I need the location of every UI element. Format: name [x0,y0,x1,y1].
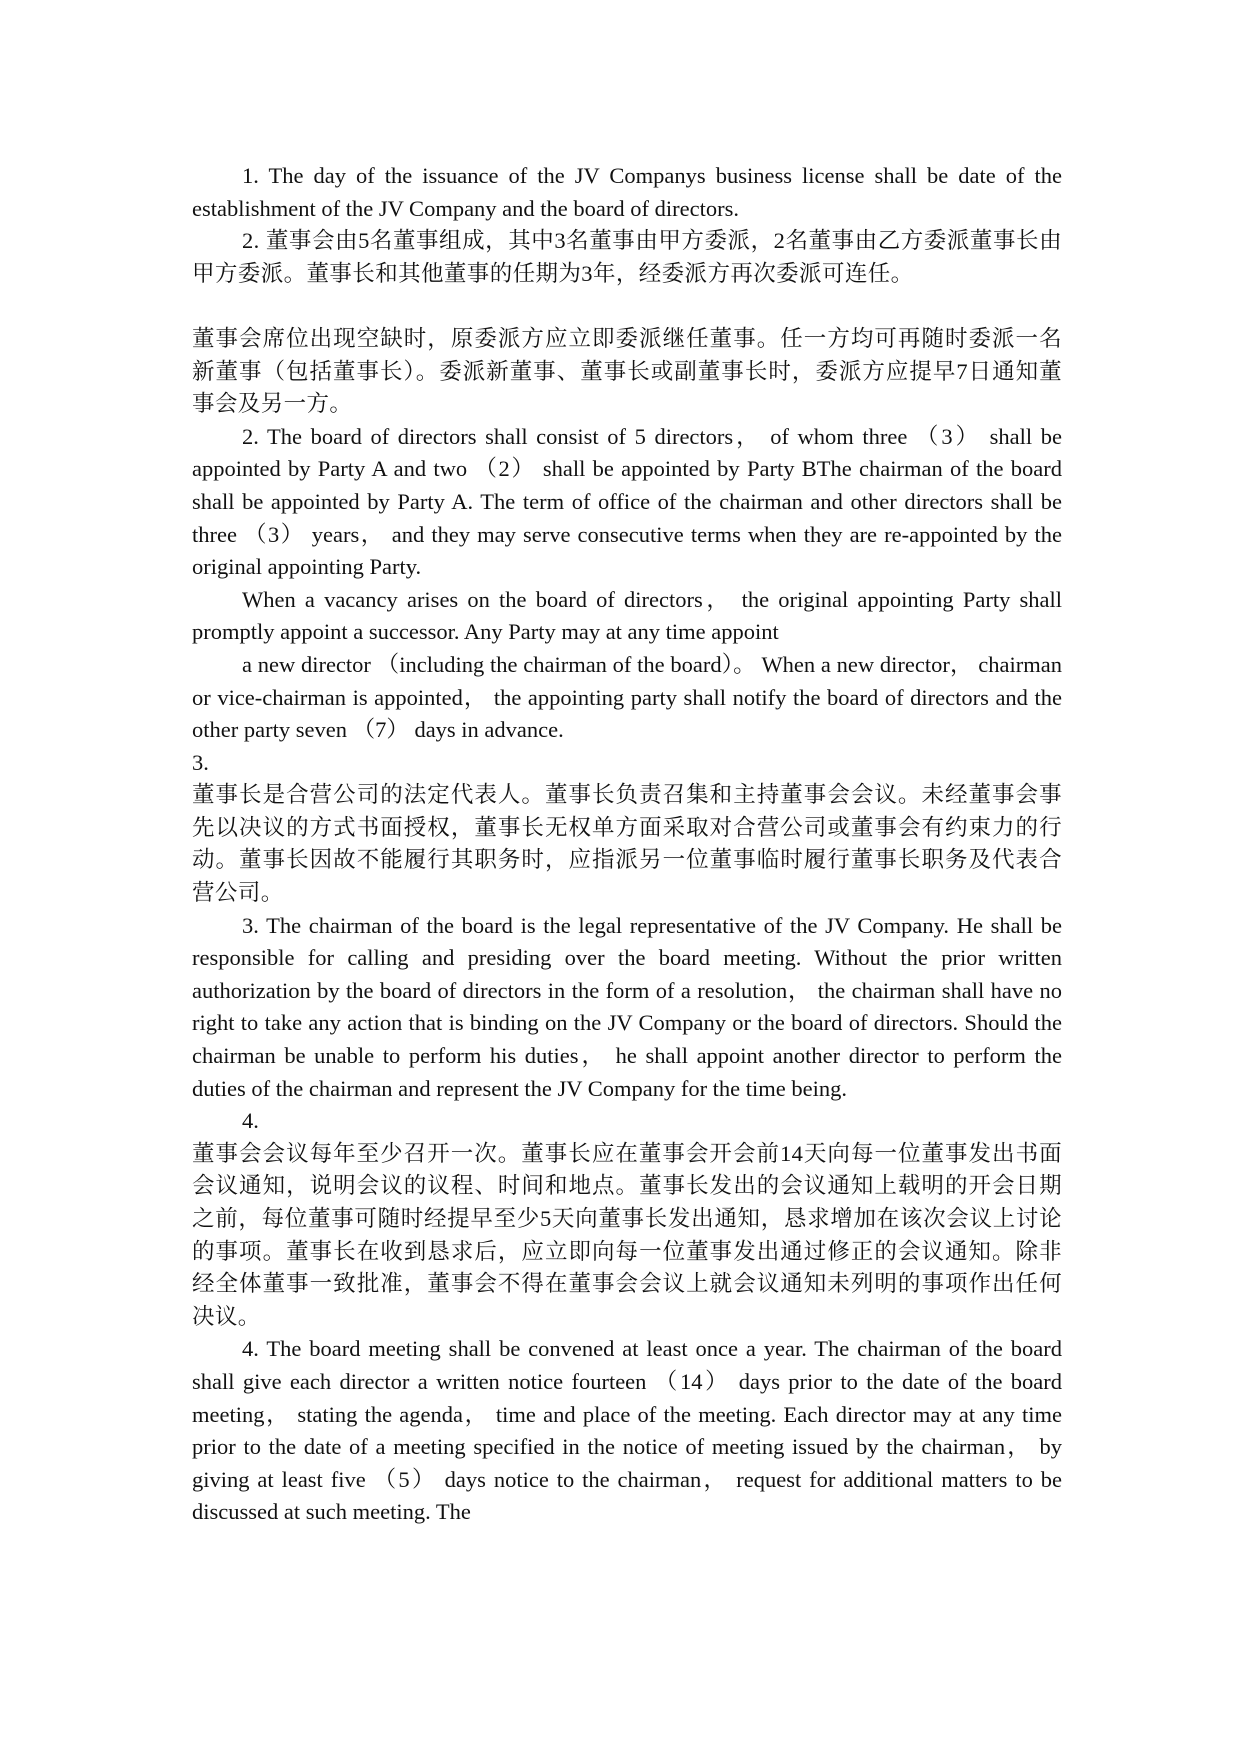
paragraph-en-2: 2. The board of directors shall consist of 5 directors， of whom three （3） shall be appointed by Party A and two （2） shall be appointed by Party BThe chairman of the board shall be appointed by Party A. The term of office of the chairman and other directors shall be three （3） years， and they may serve consecutive terms when they are re-appointed by the original appointing Party. [192,423,1062,580]
paragraph-zh-2-vacancy: 董事会席位出现空缺时，原委派方应立即委派继任董事。任一方均可再随时委派一名新董事（包括董事长）。委派新董事、董事长或副董事长时，委派方应提早7日通知董事会及另一方。 [192,325,1062,417]
paragraph-zh-4: 董事会会议每年至少召开一次。董事长应在董事会开会前14天向每一位董事发出书面会议通知，说明会议的议程、时间和地点。董事长发出的会议通知上载明的开会日期之前，每位董事可随时经提早至少5天向董事长发出通知，恳求增加在该次会议上讨论的事项。董事长在收到恳求后，应立即向每一位董事发出通过修正的会议通知。除非经全体董事一致批准，董事会不得在董事会会议上就会议通知未列明的事项作出任何决议。 [192,1140,1062,1329]
paragraph-en-4: 4. The board meeting shall be convened at least once a year. The chairman of the board shall give each director a written notice fourteen （14） days prior to the date of the board meeting， stating the agenda， time and place of the meeting. Each director may at any time prior to the date of a meeting specified in the notice of meeting issued by the chairman， by giving at least five （5） days notice to the chairman， request for additional matters to be discussed at such meeting. The [192,1336,1062,1525]
paragraph-zh-3: 董事长是合营公司的法定代表人。董事长负责召集和主持董事会会议。未经董事会事先以决议的方式书面授权，董事长无权单方面采取对合营公司或董事会有约束力的行动。董事长因故不能履行其职务时，应指派另一位董事临时履行董事长职务及代表合营公司。 [192,782,1062,906]
paragraph-en-3: 3. The chairman of the board is the legal representative of the JV Company. He shall be responsible for calling and presiding over the board meeting. Without the prior written authorization by the board of directors in the form of a resolution， the chairman shall have no right to take any action that is binding on the JV Company or the board of directors. Should the chairman be unable to perform his duties， he shall appoint another director to perform the duties of the chairman and represent the JV Company for the time being. [192,912,1062,1101]
document-body [192,160,1062,1529]
paragraph-number-3: 3. [192,749,209,775]
paragraph-number-4: 4. [242,1108,259,1134]
paragraph-en-2-vacancy: When a vacancy arises on the board of directors， the original appointing Party shall promptly appoint a successor. Any Party may at any time appoint [192,586,1062,645]
paragraph-zh-2: 2. 董事会由5名董事组成，其中3名董事由甲方委派，2名董事由乙方委派董事长由甲方委派。董事长和其他董事的任期为3年，经委派方再次委派可连任。 [192,228,1062,286]
paragraph-en-2-new-director: a new director （including the chairman of the board）。 When a new director， chairman or vice-chairman is appointed， the appointing party shall notify the board of directors and the other party seven （7） days in advance. [192,651,1062,743]
paragraph-en-1: 1. The day of the issuance of the JV Companys business license shall be date of the establishment of the JV Company and the board of directors. [192,163,1062,221]
paragraph-spacer [192,290,1062,323]
